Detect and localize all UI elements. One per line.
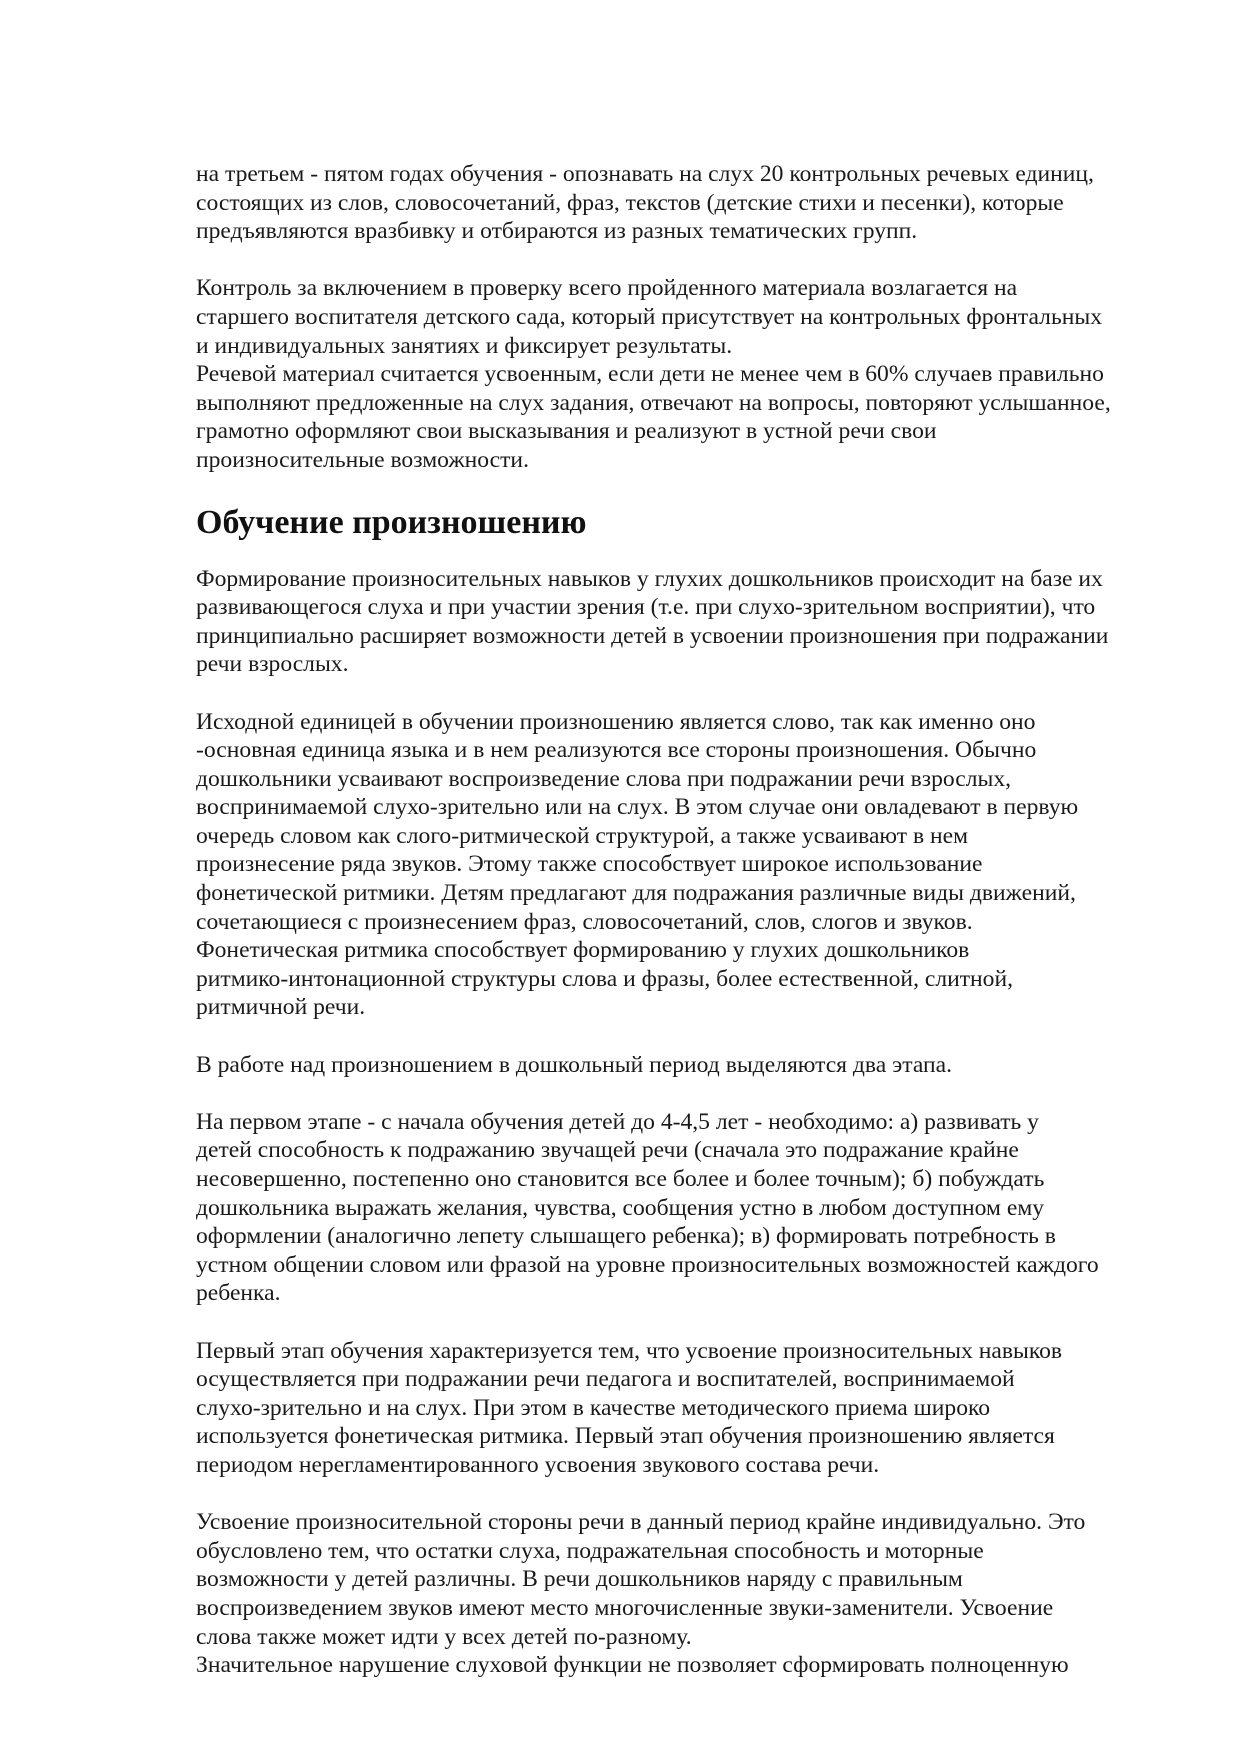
paragraph xyxy=(196,274,1180,474)
text-line: -основная единица языка и в нем реализуются все стороны произношения. Обычно xyxy=(196,737,1037,764)
text-line: ритмико-интонационной структуры слова и фразы, более естественной, слитной, xyxy=(196,965,1013,992)
paragraph xyxy=(196,1108,1180,1308)
text-line: устном общении словом или фразой на уровне произносительных возможностей каждого xyxy=(196,1251,1099,1278)
text-line: Контроль за включением в проверку всего пройденного материала возлагается на xyxy=(196,275,1018,302)
paragraph xyxy=(196,708,1180,1023)
section-title: Обучение произношению xyxy=(196,503,587,541)
text-line: детей способность к подражанию звучащей речи (сначала это подражание крайне xyxy=(196,1137,1019,1164)
text-line: предъявляются вразбивку и отбираются из разных тематических групп. xyxy=(196,218,918,245)
text-line: и индивидуальных занятиях и фиксирует результаты. xyxy=(196,332,733,359)
text-line: воспроизведением звуков имеют место многочисленные звуки-заменители. Усвоение xyxy=(196,1594,1054,1621)
text-line: речи взрослых. xyxy=(196,651,349,678)
paragraph xyxy=(196,1508,1180,1680)
text-line: Исходной единицей в обучении произношению является слово, так как именно оно xyxy=(196,708,1036,735)
text-line: дошкольники усваивают воспроизведение слова при подражании речи взрослых, xyxy=(196,765,1012,792)
text-line: возможности у детей различны. В речи дошкольников наряду с правильным xyxy=(196,1566,963,1593)
text-line: развивающегося слуха и при участии зрения (т.е. при слухо-зрительном восприятии), что xyxy=(196,594,1096,621)
paragraph xyxy=(196,160,1180,246)
paragraph-gap xyxy=(196,1022,1180,1051)
text-line: сочетающиеся с произнесением фраз, словосочетаний, слов, слогов и звуков. xyxy=(196,908,973,935)
text-line: несовершенно, постепенно оно становится все более и более точным); б) побуждать xyxy=(196,1166,1045,1192)
paragraph-gap xyxy=(196,679,1180,708)
text-line: произнесение ряда звуков. Этому также способствует широкое использование xyxy=(196,851,983,878)
text-line: состоящих из слов, словосочетаний, фраз, текстов (детские стихи и песенки), которые xyxy=(196,189,1064,216)
text-line: осуществляется при подражании речи педагога и воспитателей, воспринимаемой xyxy=(196,1366,1015,1393)
text-line: Первый этап обучения характеризуется тем, что усвоение произносительных навыков xyxy=(196,1337,1063,1364)
text-line: Фонетическая ритмика способствует формированию у глухих дошкольников xyxy=(196,937,970,964)
text-line: Речевой материал считается усвоенным, если дети не менее чем в 60% случаев правильно xyxy=(196,361,1104,388)
text-line: слухо-зрительно и на слух. При этом в качестве методического приема широко xyxy=(196,1394,991,1421)
text-line: принципиально расширяет возможности детей в усвоении произношения при подражании xyxy=(196,622,1109,649)
paragraph xyxy=(196,1051,1180,1080)
text-line: ритмичной речи. xyxy=(196,994,366,1021)
text-line: используется фонетическая ритмика. Первый этап обучения произношению является xyxy=(196,1423,1055,1450)
paragraph xyxy=(196,1337,1180,1480)
document-body xyxy=(196,160,1180,1680)
text-line: фонетической ритмики. Детям предлагают для подражания различные виды движений, xyxy=(196,880,1076,907)
text-line: дошкольника выражать желания, чувства, сообщения устно в любом доступном ему xyxy=(196,1194,1045,1221)
text-line: грамотно оформляют свои высказывания и реализуют в устной речи свои xyxy=(196,418,937,445)
paragraph-gap xyxy=(196,1308,1180,1337)
text-line: В работе над произношением в дошкольный период выделяются два этапа. xyxy=(196,1051,953,1078)
text-line: Усвоение произносительной стороны речи в данный период крайне индивидуально. Это xyxy=(196,1509,1086,1536)
text-line: произносительные возможности. xyxy=(196,446,529,473)
text-line: воспринимаемой слухо-зрительно или на слух. В этом случае они овладевают в первую xyxy=(196,794,1079,821)
paragraph-gap xyxy=(196,246,1180,275)
paragraph-gap xyxy=(196,1480,1180,1509)
text-line: На первом этапе - с начала обучения детей до 4-4,5 лет - необходимо: а) развивать у xyxy=(196,1108,1039,1135)
text-line: выполняют предложенные на слух задания, отвечают на вопросы, повторяют услышанное, xyxy=(196,389,1111,416)
paragraph xyxy=(196,565,1180,679)
text-line: на третьем - пятом годах обучения - опознавать на слух 20 контрольных речевых единиц, xyxy=(196,161,1094,187)
text-line: ребенка. xyxy=(196,1280,281,1307)
text-line: старшего воспитателя детского сада, который присутствует на контрольных фронтальных xyxy=(196,303,1102,330)
paragraph-gap xyxy=(196,1079,1180,1108)
text-line: обусловлено тем, что остатки слуха, подражательная способность и моторные xyxy=(196,1537,984,1564)
text-line: слова также может идти у всех детей по-разному. xyxy=(196,1623,692,1650)
text-line: Формирование произносительных навыков у глухих дошкольников происходит на базе их xyxy=(196,565,1103,592)
text-line: оформлении (аналогично лепету слышащего ребенка); в) формировать потребность в xyxy=(196,1223,1056,1250)
text-line: очередь словом как слого-ритмической структурой, а также усваивают в нем xyxy=(196,822,969,849)
text-line: периодом нерегламентированного усвоения звукового состава речи. xyxy=(196,1451,880,1478)
text-line: Значительное нарушение слуховой функции не позволяет сформировать полноценную xyxy=(196,1652,1069,1679)
